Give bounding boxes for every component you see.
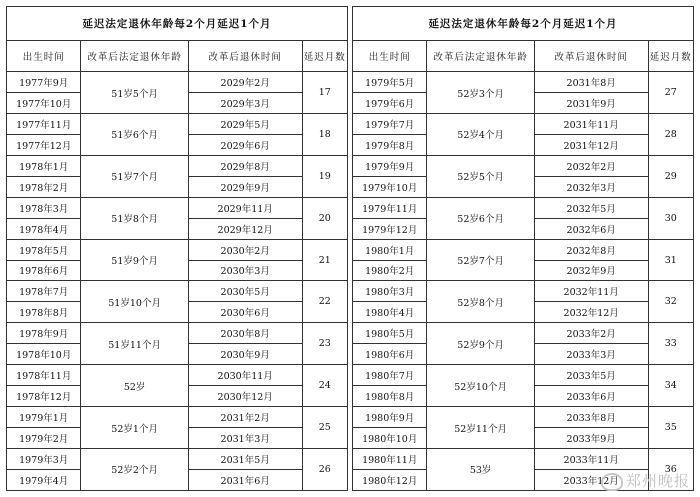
delay-months-cell: 30: [648, 197, 694, 239]
retirement-age-cell: 51岁8个月: [81, 197, 188, 239]
retirement-time-cell: 2032年12月: [534, 302, 648, 323]
table-row: [7, 239, 348, 260]
table-row: [7, 113, 348, 134]
retirement-age-cell: 52岁: [81, 365, 188, 407]
birth-time-cell: 1980年6月: [353, 344, 427, 365]
delay-months-cell: 21: [302, 239, 348, 281]
birth-time-cell: 1980年1月: [353, 239, 427, 260]
delay-months-cell: 32: [648, 281, 694, 323]
table-row: [353, 113, 694, 134]
retirement-time-cell: 2030年2月: [188, 239, 302, 260]
header-delay-months: 延迟月数: [648, 40, 694, 72]
retirement-time-cell: 2030年8月: [188, 323, 302, 344]
table-row: [7, 323, 348, 344]
birth-time-cell: 1978年3月: [7, 197, 81, 218]
birth-time-cell: 1979年10月: [353, 176, 427, 197]
birth-time-cell: 1978年12月: [7, 386, 81, 407]
birth-time-cell: 1977年11月: [7, 113, 81, 134]
retirement-time-cell: 2031年6月: [188, 469, 302, 490]
birth-time-cell: 1980年11月: [353, 448, 427, 469]
delay-months-cell: 18: [302, 113, 348, 155]
watermark: [601, 470, 690, 491]
birth-time-cell: 1977年9月: [7, 72, 81, 93]
delay-months-cell: 29: [648, 155, 694, 197]
table-row: [7, 365, 348, 386]
retirement-time-cell: 2029年5月: [188, 113, 302, 134]
birth-time-cell: 1980年12月: [353, 469, 427, 490]
delay-months-cell: 26: [302, 448, 348, 490]
retirement-time-cell: 2029年11月: [188, 197, 302, 218]
retirement-time-cell: 2033年6月: [534, 386, 648, 407]
retirement-time-cell: 2033年5月: [534, 365, 648, 386]
birth-time-cell: 1978年8月: [7, 302, 81, 323]
table-row: [353, 365, 694, 386]
delay-months-cell: 25: [302, 407, 348, 449]
retirement-age-cell: 51岁7个月: [81, 155, 188, 197]
retirement-time-cell: 2033年12月: [534, 469, 648, 490]
table-row: [7, 448, 348, 469]
birth-time-cell: 1978年10月: [7, 344, 81, 365]
delay-months-cell: 20: [302, 197, 348, 239]
birth-time-cell: 1979年3月: [7, 448, 81, 469]
retirement-age-cell: 52岁3个月: [427, 72, 534, 114]
retirement-table-left: [6, 6, 348, 491]
birth-time-cell: 1978年4月: [7, 218, 81, 239]
retirement-tables: [6, 6, 694, 491]
delay-months-cell: 31: [648, 239, 694, 281]
table-row: [353, 72, 694, 93]
retirement-time-cell: 2031年5月: [188, 448, 302, 469]
retirement-time-cell: 2030年12月: [188, 386, 302, 407]
retirement-age-cell: 52岁11个月: [427, 407, 534, 449]
retirement-age-cell: 51岁10个月: [81, 281, 188, 323]
retirement-time-cell: 2031年12月: [534, 134, 648, 155]
retirement-age-cell: 51岁11个月: [81, 323, 188, 365]
birth-time-cell: 1980年2月: [353, 260, 427, 281]
retirement-time-cell: 2029年9月: [188, 176, 302, 197]
birth-time-cell: 1978年2月: [7, 176, 81, 197]
retirement-time-cell: 2031年3月: [188, 428, 302, 449]
retirement-time-cell: 2033年3月: [534, 344, 648, 365]
birth-time-cell: 1978年6月: [7, 260, 81, 281]
retirement-age-cell: 52岁2个月: [81, 448, 188, 490]
birth-time-cell: 1980年7月: [353, 365, 427, 386]
retirement-age-cell: 52岁4个月: [427, 113, 534, 155]
delay-months-cell: 23: [302, 323, 348, 365]
header-birth-time: 出生时间: [353, 40, 427, 72]
table-row: [353, 407, 694, 428]
retirement-time-cell: 2032年3月: [534, 176, 648, 197]
retirement-time-cell: 2030年11月: [188, 365, 302, 386]
delay-months-cell: 36: [648, 448, 694, 490]
retirement-age-cell: 52岁8个月: [427, 281, 534, 323]
retirement-time-cell: 2029年6月: [188, 134, 302, 155]
retirement-time-cell: 2033年8月: [534, 407, 648, 428]
retirement-age-cell: 52岁5个月: [427, 155, 534, 197]
retirement-time-cell: 2032年6月: [534, 218, 648, 239]
birth-time-cell: 1979年7月: [353, 113, 427, 134]
retirement-time-cell: 2032年2月: [534, 155, 648, 176]
table-title: 延迟法定退休年龄每2个月延迟1个月: [353, 7, 694, 41]
delay-months-cell: 28: [648, 113, 694, 155]
table-row: [353, 155, 694, 176]
retirement-time-cell: 2031年11月: [534, 113, 648, 134]
retirement-time-cell: 2030年9月: [188, 344, 302, 365]
delay-months-cell: 33: [648, 323, 694, 365]
header-retirement-time: 改革后退休时间: [534, 40, 648, 72]
retirement-time-cell: 2031年2月: [188, 407, 302, 428]
delay-months-cell: 27: [648, 72, 694, 114]
birth-time-cell: 1980年3月: [353, 281, 427, 302]
retirement-table-right: [352, 6, 694, 491]
birth-time-cell: 1977年12月: [7, 134, 81, 155]
table-title: 延迟法定退休年龄每2个月延迟1个月: [7, 7, 348, 41]
birth-time-cell: 1979年12月: [353, 218, 427, 239]
table-row: [7, 281, 348, 302]
retirement-age-cell: 51岁6个月: [81, 113, 188, 155]
retirement-age-cell: 52岁1个月: [81, 407, 188, 449]
birth-time-cell: 1979年2月: [7, 428, 81, 449]
retirement-time-cell: 2029年8月: [188, 155, 302, 176]
retirement-time-cell: 2032年9月: [534, 260, 648, 281]
table-row: [353, 281, 694, 302]
retirement-age-cell: 51岁5个月: [81, 72, 188, 114]
birth-time-cell: 1979年4月: [7, 469, 81, 490]
table-row: [353, 239, 694, 260]
birth-time-cell: 1979年8月: [353, 134, 427, 155]
delay-months-cell: 22: [302, 281, 348, 323]
birth-time-cell: 1979年11月: [353, 197, 427, 218]
retirement-age-cell: 52岁10个月: [427, 365, 534, 407]
retirement-age-cell: 52岁9个月: [427, 323, 534, 365]
birth-time-cell: 1980年9月: [353, 407, 427, 428]
retirement-time-cell: 2032年8月: [534, 239, 648, 260]
retirement-time-cell: 2032年5月: [534, 197, 648, 218]
delay-months-cell: 34: [648, 365, 694, 407]
retirement-time-cell: 2029年12月: [188, 218, 302, 239]
weibo-logo-icon: [601, 473, 623, 491]
retirement-time-cell: 2033年2月: [534, 323, 648, 344]
retirement-time-cell: 2033年11月: [534, 448, 648, 469]
delay-months-cell: 17: [302, 72, 348, 114]
birth-time-cell: 1978年7月: [7, 281, 81, 302]
retirement-time-cell: 2033年9月: [534, 428, 648, 449]
table-row: [353, 197, 694, 218]
header-retirement-age: 改革后法定退休年龄: [427, 40, 534, 72]
birth-time-cell: 1979年1月: [7, 407, 81, 428]
table-row: [7, 407, 348, 428]
birth-time-cell: 1980年4月: [353, 302, 427, 323]
birth-time-cell: 1979年6月: [353, 93, 427, 114]
watermark-text: 郑州晚报: [625, 472, 690, 490]
birth-time-cell: 1980年8月: [353, 386, 427, 407]
table-row: [353, 448, 694, 469]
retirement-time-cell: 2030年3月: [188, 260, 302, 281]
table-row: [7, 155, 348, 176]
birth-time-cell: 1980年5月: [353, 323, 427, 344]
table-row: [7, 197, 348, 218]
birth-time-cell: 1980年10月: [353, 428, 427, 449]
birth-time-cell: 1977年10月: [7, 93, 81, 114]
birth-time-cell: 1978年1月: [7, 155, 81, 176]
retirement-age-cell: 51岁9个月: [81, 239, 188, 281]
retirement-age-cell: 53岁: [427, 448, 534, 490]
birth-time-cell: 1978年9月: [7, 323, 81, 344]
delay-months-cell: 35: [648, 407, 694, 449]
birth-time-cell: 1978年5月: [7, 239, 81, 260]
retirement-time-cell: 2031年8月: [534, 72, 648, 93]
table-row: [7, 72, 348, 93]
delay-months-cell: 24: [302, 365, 348, 407]
birth-time-cell: 1978年11月: [7, 365, 81, 386]
header-birth-time: 出生时间: [7, 40, 81, 72]
table-row: [353, 323, 694, 344]
header-retirement-time: 改革后退休时间: [188, 40, 302, 72]
delay-months-cell: 19: [302, 155, 348, 197]
retirement-time-cell: 2029年3月: [188, 93, 302, 114]
retirement-age-cell: 52岁7个月: [427, 239, 534, 281]
retirement-age-cell: 52岁6个月: [427, 197, 534, 239]
retirement-time-cell: 2031年9月: [534, 93, 648, 114]
retirement-time-cell: 2029年2月: [188, 72, 302, 93]
retirement-time-cell: 2030年6月: [188, 302, 302, 323]
header-retirement-age: 改革后法定退休年龄: [81, 40, 188, 72]
header-delay-months: 延迟月数: [302, 40, 348, 72]
retirement-time-cell: 2032年11月: [534, 281, 648, 302]
retirement-time-cell: 2030年5月: [188, 281, 302, 302]
birth-time-cell: 1979年5月: [353, 72, 427, 93]
birth-time-cell: 1979年9月: [353, 155, 427, 176]
